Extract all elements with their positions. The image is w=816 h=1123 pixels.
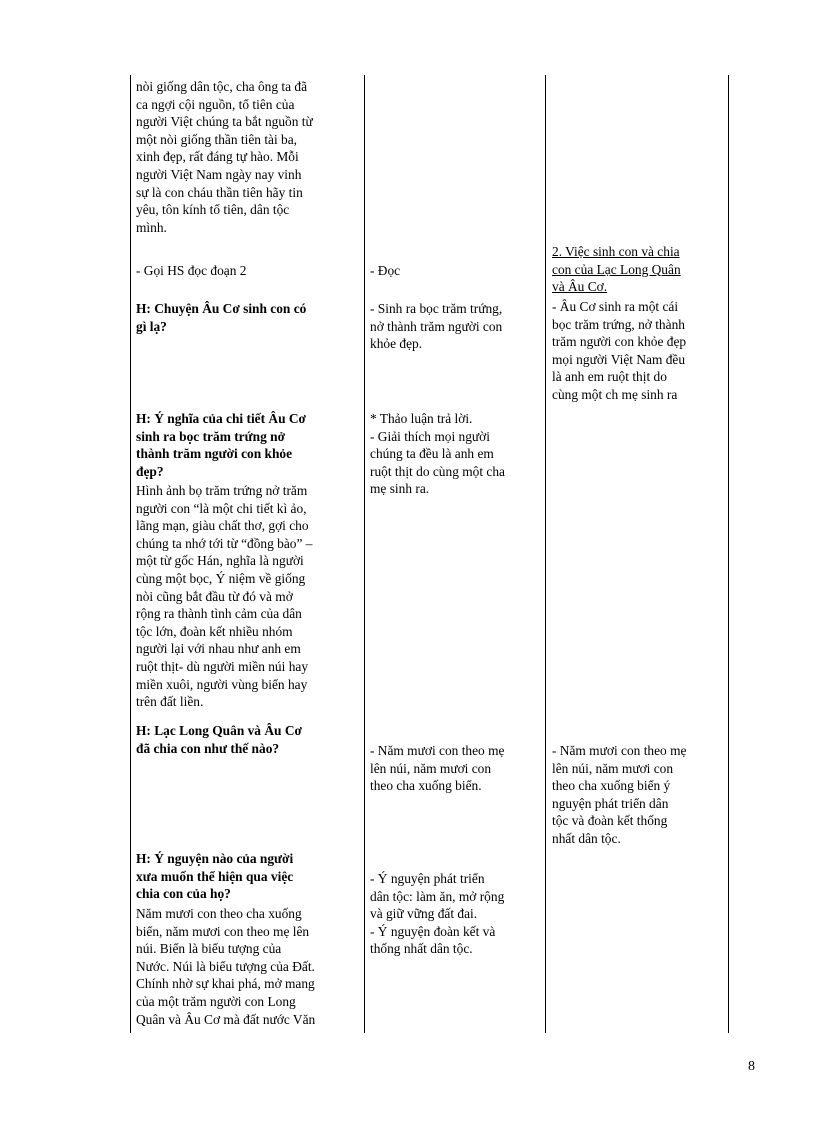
table-divider-2 (545, 75, 546, 1033)
text-line: cùng một bọc, Ý niệm về giống (136, 570, 306, 586)
text-line: nguyện phát triển dân (552, 795, 669, 811)
text-line: theo cha xuống biển ý (552, 778, 671, 794)
col3-note-1 (552, 298, 726, 404)
text-line: thành trăm người con khỏe (136, 446, 293, 462)
text-line: - Ý nguyện phát triển (370, 871, 485, 886)
text-line: đẹp? (136, 463, 164, 479)
text-line: * Thảo luận trả lời. (370, 411, 473, 426)
text-line: của một trăm người con Long (136, 993, 296, 1009)
text-line: - Giải thích mọi người (370, 428, 490, 444)
text-line: người con “là một chi tiết kì ảo, (136, 500, 307, 516)
text-line: khỏe đẹp. (370, 336, 423, 352)
text-line: lên núi, năm mươi con (552, 760, 674, 776)
page-number: 8 (748, 1059, 755, 1074)
text-line: sự là con cháu thần tiên hãy tin (136, 184, 303, 200)
text-line: H: Ý nghĩa của chi tiết Âu Cơ (136, 411, 306, 426)
text-line: ruột thịt- dù người miền núi hay (136, 658, 309, 674)
col1-question-4 (136, 850, 361, 903)
col1-question-1 (136, 300, 361, 335)
text-line: một nòi giống thần tiên tài ba, (136, 131, 298, 147)
text-line: nòi cũng bắt đầu từ đó và mở (136, 588, 293, 604)
text-line: chúng ta nhớ tới từ “đồng bào” – (136, 535, 313, 551)
text-line: con của Lạc Long Quân (552, 261, 681, 277)
text-line: người Việt chúng ta bắt nguồn từ (136, 114, 313, 130)
text-line: - Sinh ra bọc trăm trứng, (370, 301, 503, 316)
col3-note-2 (552, 742, 726, 848)
text-line: biển, năm mươi con theo mẹ lên (136, 923, 310, 939)
text-line: 2. Việc sinh con và chia (552, 244, 680, 259)
text-line: H: Ý nguyện nào của người (136, 851, 294, 866)
text-line: nòi giống dân tộc, cha ông ta đã (136, 79, 308, 94)
text-line: mọi người Việt Nam đều (552, 351, 686, 367)
text-line: núi. Biển là biểu tượng của (136, 941, 282, 957)
text-line: chúng ta đều là anh em (370, 446, 494, 462)
col2-answer-3 (370, 742, 540, 795)
text-line: gì lạ? (136, 318, 167, 334)
text-line: một từ gốc Hán, nghĩa là người (136, 553, 304, 569)
text-line: xưa muốn thể hiện qua việc (136, 868, 294, 884)
text-line: bọc trăm trứng, nở thành (552, 316, 685, 332)
text-line: - Năm mươi con theo mẹ (370, 743, 505, 758)
text-line: cùng một ch mẹ sinh ra (552, 386, 678, 402)
text-line: - Ý nguyện đoàn kết và (370, 923, 496, 939)
text-line: và Âu Cơ. (552, 279, 608, 295)
text-line: dân tộc: làm ăn, mở rộng (370, 888, 505, 904)
text-line: mẹ sinh ra. (370, 481, 430, 497)
col2-answer-1 (370, 300, 540, 353)
text-line: - Âu Cơ sinh ra một cái (552, 299, 679, 314)
text-line: lãng mạn, giàu chất thơ, gợi cho (136, 518, 309, 534)
col2-answer-4 (370, 870, 540, 958)
text-line: Năm mươi con theo cha xuống (136, 906, 302, 921)
text-line: và giữ vững đất đai. (370, 906, 478, 922)
text-line: đã chia con như thế nào? (136, 740, 280, 756)
text-line: nhất dân tộc. (552, 830, 621, 846)
text-line: rộng ra thành tình cảm của dân (136, 606, 302, 622)
text-line: ruột thịt do cùng một cha (370, 463, 505, 479)
text-line: thống nhất dân tộc. (370, 941, 473, 957)
col1-explanation (136, 482, 361, 711)
text-line: H: Lạc Long Quân và Âu Cơ (136, 723, 302, 738)
col1-closing (136, 905, 361, 1028)
text-line: chia con của họ? (136, 886, 231, 902)
col3-heading (552, 243, 726, 296)
text-line: yêu, tôn kính tổ tiên, dân tộc (136, 202, 290, 218)
text-line: lên núi, năm mươi con (370, 760, 492, 776)
text-line: tộc lớn, đoàn kết nhiều nhóm (136, 623, 293, 639)
text-line: nở thành trăm người con (370, 318, 503, 334)
text-line: sinh ra bọc trăm trứng nở (136, 428, 285, 444)
text-line: người lại với nhau như anh em (136, 641, 301, 657)
table-right-border (728, 75, 729, 1033)
col1-question-2 (136, 410, 361, 480)
text-line: - Năm mươi con theo mẹ (552, 743, 687, 758)
col1-question-3 (136, 722, 361, 757)
text-line: miền xuôi, người vùng biển hay (136, 676, 308, 692)
text-line: trăm người con khỏe đẹp (552, 334, 687, 350)
table-left-border (130, 75, 131, 1033)
text-line: ca ngợi cội nguồn, tổ tiên của (136, 96, 295, 112)
text-line: Chính nhờ sự khai phá, mở mang (136, 976, 315, 992)
text-line: Nước. Núi là biểu tượng của Đất. (136, 958, 315, 974)
text-line: người Việt Nam ngày nay vinh (136, 166, 302, 182)
col1-block-a (136, 78, 361, 236)
text-line: xinh đẹp, rất đáng tự hào. Mỗi (136, 149, 299, 165)
text-line: Quân và Âu Cơ mà đất nước Văn (136, 1011, 316, 1027)
text-line: trên đất liền. (136, 694, 204, 710)
col1-call-hs: - Gọi HS đọc đoạn 2 (136, 263, 247, 278)
col2-answer-2 (370, 410, 540, 498)
text-line: H: Chuyện Âu Cơ sinh con có (136, 301, 307, 316)
text-line: mình. (136, 219, 167, 235)
col2-doc: - Đọc (370, 263, 401, 278)
text-line: tộc và đoàn kết thống (552, 813, 668, 829)
text-line: theo cha xuống biển. (370, 778, 482, 794)
table-divider-1 (364, 75, 365, 1033)
text-line: Hình ảnh bọ trăm trứng nở trăm (136, 483, 308, 498)
text-line: là anh em ruột thịt do (552, 369, 667, 385)
